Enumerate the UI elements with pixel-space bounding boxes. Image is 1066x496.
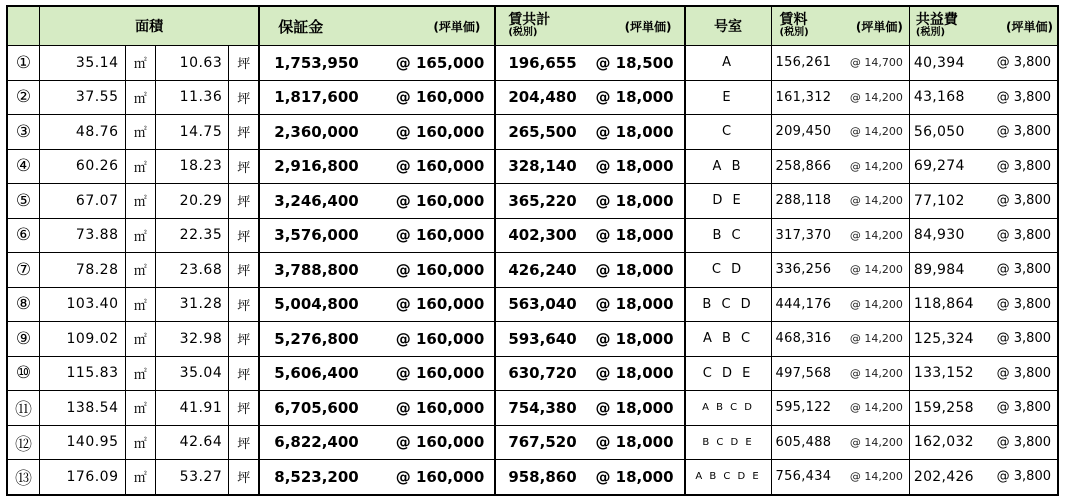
- common-value: 202,426: [913, 468, 974, 485]
- deposit-unit-price: @ 160,000: [395, 364, 485, 383]
- total-rent-cell: [495, 391, 684, 426]
- common-value: 89,984: [913, 261, 965, 278]
- area-m2-value: 35.14: [40, 46, 125, 81]
- total-rent-unit-price: @ 18,000: [595, 433, 674, 452]
- room-value: C D E: [685, 356, 771, 391]
- common-cell: [909, 184, 1058, 219]
- common-cell: [909, 80, 1058, 115]
- deposit-cell: [259, 322, 495, 357]
- rent-cell: [771, 322, 909, 357]
- common-unit-price: @ 3,800: [996, 331, 1051, 347]
- deposit-value: 3,788,800: [274, 260, 359, 279]
- deposit-unit-price: @ 160,000: [395, 122, 485, 141]
- row-number: ⑫: [7, 425, 40, 460]
- table-row: [7, 80, 1058, 115]
- unit-tsubo: 坪: [229, 80, 260, 115]
- unit-tsubo: 坪: [229, 322, 260, 357]
- rent-unit-price: @ 14,200: [849, 332, 903, 346]
- room-value: D E: [685, 184, 771, 219]
- table-row: [7, 253, 1058, 288]
- rent-cell: [771, 460, 909, 495]
- header-area: [40, 6, 260, 46]
- header-total-rent-tax: (税別): [508, 27, 538, 39]
- area-tsubo-value: 31.28: [156, 287, 229, 322]
- rent-unit-price: @ 14,200: [849, 297, 903, 311]
- common-cell: [909, 115, 1058, 150]
- rent-cell: [771, 253, 909, 288]
- common-unit-price: @ 3,800: [996, 400, 1051, 416]
- room-value: A B C D: [685, 391, 771, 426]
- table-row: [7, 115, 1058, 150]
- rent-cell: [771, 218, 909, 253]
- common-value: 56,050: [913, 123, 965, 140]
- total-rent-value: 196,655: [508, 53, 577, 72]
- common-cell: [909, 391, 1058, 426]
- total-rent-value: 593,640: [508, 329, 577, 348]
- deposit-unit-price: @ 160,000: [395, 295, 485, 314]
- common-unit-price: @ 3,800: [996, 365, 1051, 381]
- total-rent-cell: [495, 322, 684, 357]
- row-number: ⑨: [7, 322, 40, 357]
- deposit-cell: [259, 460, 495, 495]
- area-tsubo-value: 42.64: [156, 425, 229, 460]
- deposit-cell: [259, 356, 495, 391]
- deposit-value: 2,916,800: [274, 157, 359, 176]
- area-tsubo-value: 10.63: [156, 46, 229, 81]
- rent-unit-price: @ 14,200: [849, 366, 903, 380]
- area-tsubo-value: 11.36: [156, 80, 229, 115]
- area-m2-value: 60.26: [40, 149, 125, 184]
- deposit-unit-price: @ 160,000: [395, 433, 485, 452]
- rent-unit-price: @ 14,200: [849, 125, 903, 139]
- total-rent-cell: [495, 46, 684, 81]
- rent-value: 288,118: [775, 193, 832, 209]
- area-m2-value: 48.76: [40, 115, 125, 150]
- unit-tsubo: 坪: [229, 287, 260, 322]
- deposit-unit-price: @ 160,000: [395, 157, 485, 176]
- unit-tsubo: 坪: [229, 460, 260, 495]
- unit-m2: ㎡: [125, 46, 156, 81]
- common-cell: [909, 460, 1058, 495]
- total-rent-cell: [495, 115, 684, 150]
- area-m2-value: 78.28: [40, 253, 125, 288]
- header-deposit-unit: (坪単価): [433, 19, 481, 34]
- common-value: 159,258: [913, 399, 974, 416]
- room-value: A B: [685, 149, 771, 184]
- common-cell: [909, 149, 1058, 184]
- common-value: 43,168: [913, 89, 965, 106]
- unit-m2: ㎡: [125, 460, 156, 495]
- rent-cell: [771, 425, 909, 460]
- area-tsubo-value: 35.04: [156, 356, 229, 391]
- unit-m2: ㎡: [125, 322, 156, 357]
- rent-value: 605,488: [775, 434, 832, 450]
- total-rent-unit-price: @ 18,000: [595, 88, 674, 107]
- total-rent-value: 402,300: [508, 226, 577, 245]
- deposit-unit-price: @ 160,000: [395, 398, 485, 417]
- deposit-value: 1,753,950: [274, 53, 359, 72]
- deposit-cell: [259, 287, 495, 322]
- table-row: [7, 391, 1058, 426]
- deposit-value: 3,246,400: [274, 191, 359, 210]
- room-value: B C D: [685, 287, 771, 322]
- deposit-cell: [259, 80, 495, 115]
- table-row: [7, 46, 1058, 81]
- common-value: 40,394: [913, 54, 965, 71]
- deposit-value: 5,004,800: [274, 295, 359, 314]
- total-rent-unit-price: @ 18,000: [595, 191, 674, 210]
- deposit-value: 6,822,400: [274, 433, 359, 452]
- area-tsubo-value: 18.23: [156, 149, 229, 184]
- total-rent-cell: [495, 425, 684, 460]
- table-row: [7, 425, 1058, 460]
- table-row: [7, 184, 1058, 219]
- common-cell: [909, 425, 1058, 460]
- deposit-unit-price: @ 160,000: [395, 260, 485, 279]
- row-number: ⑩: [7, 356, 40, 391]
- total-rent-unit-price: @ 18,000: [595, 467, 674, 486]
- rent-cell: [771, 287, 909, 322]
- area-tsubo-value: 32.98: [156, 322, 229, 357]
- unit-tsubo: 坪: [229, 218, 260, 253]
- rent-value: 497,568: [775, 365, 832, 381]
- row-number: ⑤: [7, 184, 40, 219]
- header-room-label: 号室: [714, 19, 743, 35]
- rent-value: 156,261: [775, 55, 832, 71]
- area-tsubo-value: 53.27: [156, 460, 229, 495]
- rent-unit-price: @ 14,200: [849, 194, 903, 208]
- common-unit-price: @ 3,800: [996, 434, 1051, 450]
- deposit-value: 2,360,000: [274, 122, 359, 141]
- deposit-value: 1,817,600: [274, 88, 359, 107]
- area-tsubo-value: 22.35: [156, 218, 229, 253]
- area-m2-value: 176.09: [40, 460, 125, 495]
- room-value: C D: [685, 253, 771, 288]
- header-total-rent-label: 賃共計: [508, 12, 551, 29]
- room-value: B C D E: [685, 425, 771, 460]
- header-rent: [771, 6, 909, 46]
- common-unit-price: @ 3,800: [996, 124, 1051, 140]
- area-m2-value: 37.55: [40, 80, 125, 115]
- common-value: 133,152: [913, 365, 974, 382]
- table-row: [7, 460, 1058, 495]
- unit-tsubo: 坪: [229, 356, 260, 391]
- deposit-cell: [259, 218, 495, 253]
- deposit-unit-price: @ 160,000: [395, 226, 485, 245]
- common-unit-price: @ 3,800: [996, 227, 1051, 243]
- room-value: B C: [685, 218, 771, 253]
- room-value: A: [685, 46, 771, 81]
- table-row: [7, 356, 1058, 391]
- total-rent-unit-price: @ 18,000: [595, 329, 674, 348]
- row-number: ⑪: [7, 391, 40, 426]
- rent-unit-price: @ 14,700: [849, 56, 903, 70]
- header-area-label: 面積: [135, 19, 164, 35]
- deposit-cell: [259, 46, 495, 81]
- rent-unit-price: @ 14,200: [849, 470, 903, 484]
- total-rent-unit-price: @ 18,000: [595, 157, 674, 176]
- row-number: ③: [7, 115, 40, 150]
- common-value: 162,032: [913, 434, 974, 451]
- total-rent-unit-price: @ 18,500: [595, 53, 674, 72]
- unit-tsubo: 坪: [229, 184, 260, 219]
- common-value: 125,324: [913, 330, 974, 347]
- rent-table: [6, 5, 1059, 496]
- common-unit-price: @ 3,800: [996, 193, 1051, 209]
- table-body: [7, 46, 1058, 495]
- area-m2-value: 73.88: [40, 218, 125, 253]
- unit-tsubo: 坪: [229, 46, 260, 81]
- row-number: ⑧: [7, 287, 40, 322]
- total-rent-cell: [495, 149, 684, 184]
- rent-cell: [771, 184, 909, 219]
- total-rent-value: 265,500: [508, 122, 577, 141]
- unit-m2: ㎡: [125, 80, 156, 115]
- deposit-value: 5,606,400: [274, 364, 359, 383]
- header-rent-unit: (坪単価): [855, 19, 903, 34]
- unit-m2: ㎡: [125, 425, 156, 460]
- rent-cell: [771, 356, 909, 391]
- common-unit-price: @ 3,800: [996, 158, 1051, 174]
- header-common: [909, 6, 1058, 46]
- rent-value: 336,256: [775, 262, 832, 278]
- common-unit-price: @ 3,800: [996, 262, 1051, 278]
- rent-value: 258,866: [775, 158, 832, 174]
- total-rent-unit-price: @ 18,000: [595, 260, 674, 279]
- total-rent-cell: [495, 460, 684, 495]
- room-value: E: [685, 80, 771, 115]
- room-value: C: [685, 115, 771, 150]
- total-rent-unit-price: @ 18,000: [595, 226, 674, 245]
- rent-value: 468,316: [775, 331, 832, 347]
- header-room: [685, 6, 771, 46]
- unit-m2: ㎡: [125, 356, 156, 391]
- header-deposit-label: 保証金: [278, 17, 324, 36]
- total-rent-cell: [495, 218, 684, 253]
- room-value: A B C: [685, 322, 771, 357]
- rent-unit-price: @ 14,200: [849, 159, 903, 173]
- deposit-cell: [259, 253, 495, 288]
- common-value: 84,930: [913, 227, 965, 244]
- total-rent-cell: [495, 80, 684, 115]
- header-no: [7, 6, 40, 46]
- row-number: ⑬: [7, 460, 40, 495]
- header-rent-tax: (税別): [779, 27, 809, 39]
- unit-tsubo: 坪: [229, 149, 260, 184]
- row-number: ②: [7, 80, 40, 115]
- unit-tsubo: 坪: [229, 391, 260, 426]
- total-rent-unit-price: @ 18,000: [595, 122, 674, 141]
- deposit-unit-price: @ 165,000: [395, 53, 485, 72]
- common-cell: [909, 218, 1058, 253]
- total-rent-value: 426,240: [508, 260, 577, 279]
- unit-tsubo: 坪: [229, 425, 260, 460]
- deposit-unit-price: @ 160,000: [395, 88, 485, 107]
- area-tsubo-value: 14.75: [156, 115, 229, 150]
- rent-cell: [771, 149, 909, 184]
- table-row: [7, 149, 1058, 184]
- unit-m2: ㎡: [125, 253, 156, 288]
- total-rent-value: 767,520: [508, 433, 577, 452]
- common-unit-price: @ 3,800: [996, 55, 1051, 71]
- common-value: 69,274: [913, 158, 965, 175]
- common-cell: [909, 287, 1058, 322]
- rent-unit-price: @ 14,200: [849, 263, 903, 277]
- area-m2-value: 140.95: [40, 425, 125, 460]
- row-number: ⑦: [7, 253, 40, 288]
- header-common-label: 共益費: [915, 12, 958, 29]
- deposit-unit-price: @ 160,000: [395, 467, 485, 486]
- total-rent-cell: [495, 184, 684, 219]
- deposit-unit-price: @ 160,000: [395, 329, 485, 348]
- rent-unit-price: @ 14,200: [849, 401, 903, 415]
- deposit-cell: [259, 425, 495, 460]
- header-total-rent: [495, 6, 684, 46]
- rent-value: 209,450: [775, 124, 832, 140]
- common-value: 77,102: [913, 192, 965, 209]
- table-row: [7, 322, 1058, 357]
- area-m2-value: 67.07: [40, 184, 125, 219]
- total-rent-unit-price: @ 18,000: [595, 295, 674, 314]
- unit-tsubo: 坪: [229, 115, 260, 150]
- unit-m2: ㎡: [125, 184, 156, 219]
- deposit-value: 6,705,600: [274, 398, 359, 417]
- unit-m2: ㎡: [125, 391, 156, 426]
- rent-unit-price: @ 14,200: [849, 435, 903, 449]
- total-rent-cell: [495, 253, 684, 288]
- total-rent-value: 563,040: [508, 295, 577, 314]
- rent-value: 317,370: [775, 227, 832, 243]
- rent-cell: [771, 46, 909, 81]
- common-unit-price: @ 3,800: [996, 89, 1051, 105]
- total-rent-value: 630,720: [508, 364, 577, 383]
- unit-tsubo: 坪: [229, 253, 260, 288]
- table-row: [7, 218, 1058, 253]
- header-common-tax: (税別): [915, 27, 946, 39]
- rent-value: 444,176: [775, 296, 832, 312]
- area-m2-value: 109.02: [40, 322, 125, 357]
- common-cell: [909, 253, 1058, 288]
- deposit-value: 5,276,800: [274, 329, 359, 348]
- table-row: [7, 287, 1058, 322]
- area-tsubo-value: 20.29: [156, 184, 229, 219]
- row-number: ④: [7, 149, 40, 184]
- rent-value: 161,312: [775, 89, 832, 105]
- total-rent-unit-price: @ 18,000: [595, 398, 674, 417]
- room-value: A B C D E: [685, 460, 771, 495]
- header-deposit: [259, 6, 495, 46]
- total-rent-value: 365,220: [508, 191, 577, 210]
- rent-cell: [771, 80, 909, 115]
- common-cell: [909, 322, 1058, 357]
- unit-m2: ㎡: [125, 115, 156, 150]
- total-rent-cell: [495, 356, 684, 391]
- area-tsubo-value: 41.91: [156, 391, 229, 426]
- common-value: 118,864: [913, 296, 974, 313]
- rent-value: 595,122: [775, 400, 832, 416]
- area-m2-value: 138.54: [40, 391, 125, 426]
- rent-unit-price: @ 14,200: [849, 90, 903, 104]
- rent-cell: [771, 115, 909, 150]
- rent-value: 756,434: [775, 469, 832, 485]
- deposit-value: 3,576,000: [274, 226, 359, 245]
- total-rent-cell: [495, 287, 684, 322]
- unit-m2: ㎡: [125, 287, 156, 322]
- total-rent-value: 958,860: [508, 467, 577, 486]
- deposit-cell: [259, 115, 495, 150]
- unit-m2: ㎡: [125, 218, 156, 253]
- row-number: ①: [7, 46, 40, 81]
- common-cell: [909, 356, 1058, 391]
- total-rent-unit-price: @ 18,000: [595, 364, 674, 383]
- common-unit-price: @ 3,800: [996, 296, 1051, 312]
- deposit-cell: [259, 184, 495, 219]
- rent-cell: [771, 391, 909, 426]
- deposit-unit-price: @ 160,000: [395, 191, 485, 210]
- rent-unit-price: @ 14,200: [849, 228, 903, 242]
- deposit-value: 8,523,200: [274, 467, 359, 486]
- total-rent-value: 754,380: [508, 398, 577, 417]
- common-unit-price: @ 3,800: [996, 469, 1051, 485]
- unit-m2: ㎡: [125, 149, 156, 184]
- total-rent-value: 328,140: [508, 157, 577, 176]
- common-cell: [909, 46, 1058, 81]
- header-row: [7, 6, 1058, 46]
- deposit-cell: [259, 149, 495, 184]
- deposit-cell: [259, 391, 495, 426]
- area-tsubo-value: 23.68: [156, 253, 229, 288]
- area-m2-value: 103.40: [40, 287, 125, 322]
- header-total-rent-unit: (坪単価): [624, 19, 672, 34]
- area-m2-value: 115.83: [40, 356, 125, 391]
- header-common-unit: (坪単価): [1006, 19, 1053, 34]
- row-number: ⑥: [7, 218, 40, 253]
- header-rent-label: 賃料: [779, 12, 808, 29]
- total-rent-value: 204,480: [508, 88, 577, 107]
